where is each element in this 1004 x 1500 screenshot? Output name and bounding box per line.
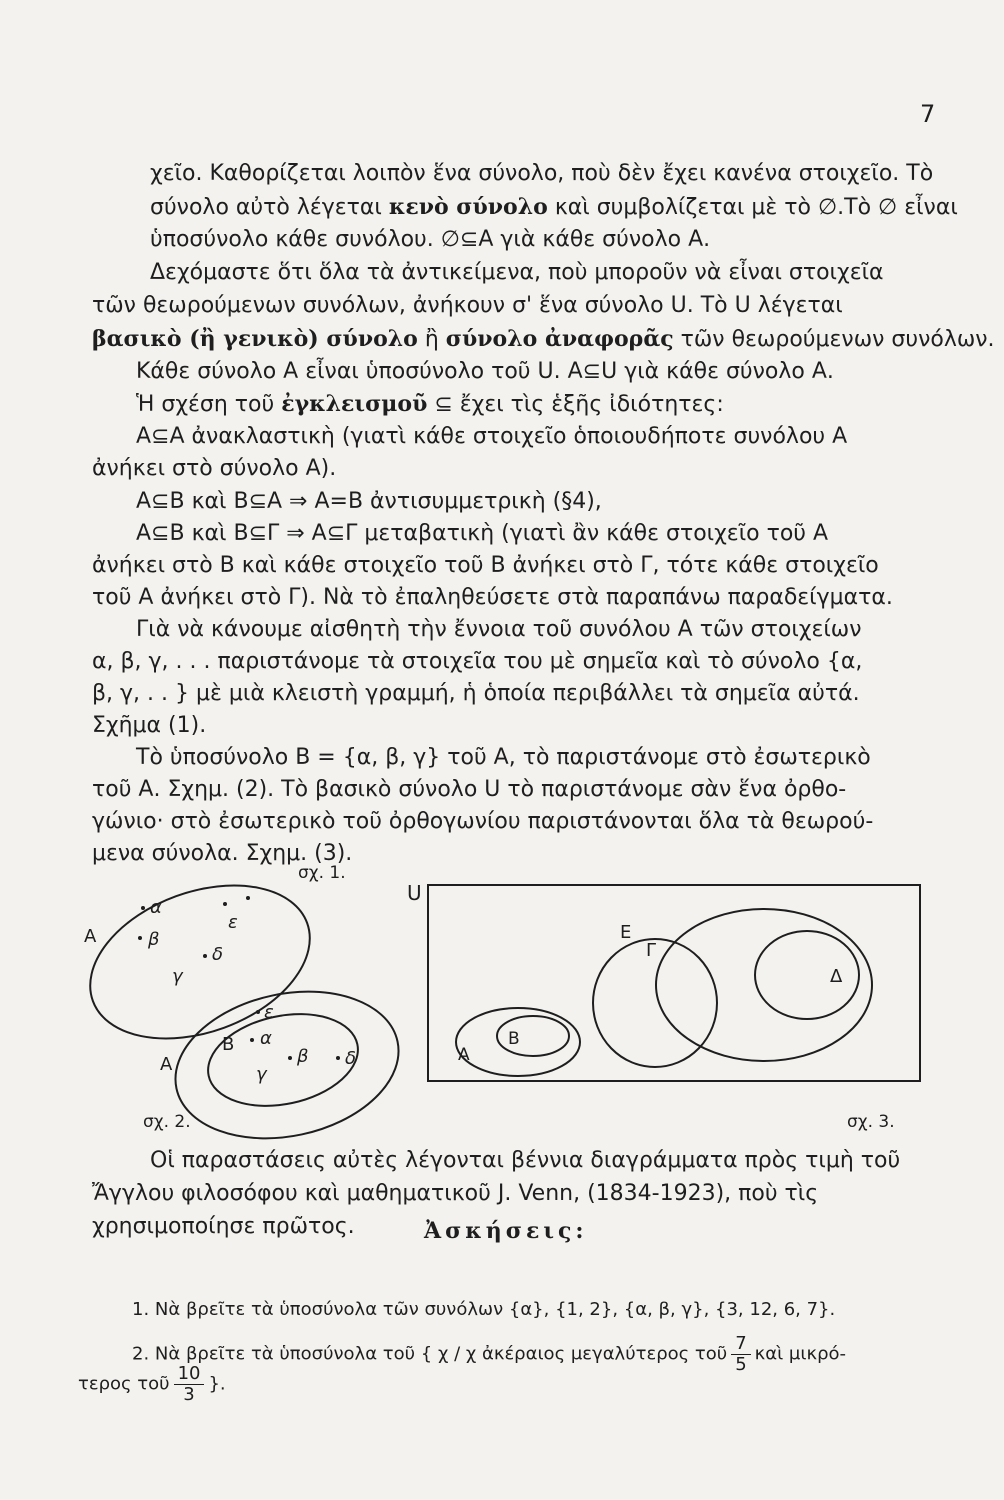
text-line: γώνιο· στὸ ἐσωτερικὸ τοῦ ὀρθογωνίου παριστάνονται ὅλα τὰ θεωρού-: [92, 809, 874, 834]
text-line: χρησιμοποίησε πρῶτος.: [92, 1214, 355, 1239]
text-line: μενα σύνολα. Σχημ. (3).: [92, 841, 353, 866]
fig3-set-label: A: [458, 1045, 470, 1065]
exercises-heading: Ἀσκήσεις:: [424, 1218, 588, 1244]
fig2-caption: σχ. 2.: [143, 1112, 191, 1132]
page-number: 7: [920, 100, 936, 128]
fraction: $\frac{7}{5}$: [731, 1334, 750, 1375]
fraction: $\frac{10}{3}$: [174, 1364, 205, 1405]
fig1-element: γ: [172, 966, 183, 987]
text-line: α, β, γ, . . . παριστάνομε τὰ στοιχεῖα του μὲ σημεῖα καὶ τὸ σύνολο {α,: [92, 649, 863, 674]
fig1-element: δ: [212, 944, 224, 965]
fig1-element: ε: [228, 912, 238, 933]
bold-term: σύνολο ἀναφορᾶς: [445, 326, 674, 352]
bold-term: ἐγκλεισμοῦ: [281, 391, 428, 417]
fig1-element: α: [150, 897, 162, 918]
text-line: β, γ, . . } μὲ μιὰ κλειστὴ γραμμή, ἡ ὁποία περιβάλλει τὰ σημεῖα αὐτά.: [92, 681, 860, 706]
text-line: Τὸ ὑποσύνολο Β = {α, β, γ} τοῦ Α, τὸ παριστάνομε στὸ ἐσωτερικὸ: [136, 745, 871, 770]
fig2-element: δ: [345, 1048, 357, 1069]
text-line: σύνολο αὐτὸ λέγεται κενὸ σύνολο καὶ συμβολίζεται μὲ τὸ ∅.Τὸ ∅ εἶναι: [150, 194, 958, 220]
text-line: τοῦ Α ἀνήκει στὸ Γ). Νὰ τὸ ἐπαληθεύσετε στὰ παραπάνω παραδείγματα.: [92, 585, 893, 610]
fig3-set-label: Γ: [646, 940, 657, 961]
text-line: ἀνήκει στὸ σύνολο Α).: [92, 456, 337, 481]
text-line: Α⊆Β καὶ Β⊆Α ⇒ Α=Β ἀντισυμμετρικὴ (§4),: [136, 489, 602, 514]
text-line: Οἱ παραστάσεις αὐτὲς λέγονται βέννια διαγράμματα πρὸς τιμὴ τοῦ: [150, 1148, 901, 1173]
fig2-set-label: B: [222, 1034, 235, 1055]
fig3-set-label: B: [508, 1029, 520, 1049]
fig2-set-label: A: [160, 1054, 173, 1075]
text-line: τῶν θεωρούμενων συνόλων, ἀνήκουν σ' ἕνα σύνολο U. Τὸ U λέγεται: [92, 293, 843, 318]
text-line: ὑποσύνολο κάθε συνόλου. ∅⊆Α γιὰ κάθε σύνολο Α.: [150, 227, 711, 252]
fig3-universe-label: U: [407, 881, 422, 905]
fig2-set-b-outline: [200, 1001, 367, 1119]
fig3-universe-rectangle: [428, 885, 920, 1081]
fig1-set-a-outline: [69, 857, 331, 1067]
fig1-caption: σχ. 1.: [298, 863, 346, 883]
fig1-element: β: [148, 929, 160, 950]
fig2-set-a-outline: [162, 972, 413, 1158]
bold-term: βασικὸ (ἢ γενικὸ) σύνολο: [92, 326, 418, 352]
fig1-set-label: A: [84, 926, 97, 947]
fig2-element: γ: [256, 1064, 267, 1085]
text-line: Δεχόμαστε ὅτι ὅλα τὰ ἀντικείμενα, ποὺ μποροῦν νὰ εἶναι στοιχεῖα: [150, 260, 884, 285]
text-line: χεῖο. Καθορίζεται λοιπὸν ἕνα σύνολο, ποὺ δὲν ἔχει κανένα στοιχεῖο. Τὸ: [150, 161, 934, 186]
fig3-set-delta-outline: [755, 931, 859, 1019]
fig3-set-label: Δ: [830, 966, 843, 987]
text-line: ἀνήκει στὸ Β καὶ κάθε στοιχεῖο τοῦ Β ἀνήκει στὸ Γ, τότε κάθε στοιχεῖο: [92, 553, 879, 578]
fig2-element: β: [297, 1046, 309, 1067]
text-line: Α⊆Β καὶ Β⊆Γ ⇒ Α⊆Γ μεταβατικὴ (γιατὶ ἂν κάθε στοιχεῖο τοῦ Α: [136, 521, 829, 546]
fig1-element: ε: [264, 1002, 274, 1023]
text-line: Ἡ σχέση τοῦ ἐγκλεισμοῦ ⊆ ἔχει τὶς ἑξῆς ἰδιότητες:: [136, 391, 724, 417]
fig3-caption: σχ. 3.: [847, 1112, 895, 1132]
text-line: τοῦ Α. Σχημ. (2). Τὸ βασικὸ σύνολο U τὸ παριστάνομε σὰν ἕνα ὀρθο-: [92, 777, 847, 802]
text-line: Α⊆Α ἀνακλαστικὴ (γιατὶ κάθε στοιχεῖο ὁποιουδήποτε συνόλου Α: [136, 424, 848, 449]
text-line: Κάθε σύνολο Α εἶναι ὑποσύνολο τοῦ U. Α⊆U γιὰ κάθε σύνολο Α.: [136, 359, 834, 384]
exercise-2-continued: τερος τοῦ $\frac{10}{3}$ }.: [78, 1363, 226, 1405]
bold-term: κενὸ σύνολο: [388, 194, 548, 220]
exercise-2: 2. Νὰ βρεῖτε τὰ ὑποσύνολα τοῦ { χ / χ ἀκέραιος μεγαλύτερος τοῦ $\frac{7}{5}$ καὶ μικρό-: [132, 1333, 847, 1375]
text-line: Ἄγγλου φιλοσόφου καὶ μαθηματικοῦ J. Venn, (1834-1923), ποὺ τὶς: [92, 1181, 819, 1206]
fig2-element: α: [260, 1028, 272, 1049]
text-line: Γιὰ νὰ κάνουμε αἰσθητὴ τὴν ἔννοια τοῦ συνόλου Α τῶν στοιχείων: [136, 617, 862, 642]
text-line: Σχῆμα (1).: [92, 713, 207, 738]
text-line: βασικὸ (ἢ γενικὸ) σύνολο ἢ σύνολο ἀναφορᾶς τῶν θεωρούμενων συνόλων.: [92, 326, 995, 352]
exercise-1: 1. Νὰ βρεῖτε τὰ ὑποσύνολα τῶν συνόλων {α}, {1, 2}, {α, β, γ}, {3, 12, 6, 7}.: [132, 1299, 836, 1320]
fig3-set-label: E: [620, 922, 632, 943]
